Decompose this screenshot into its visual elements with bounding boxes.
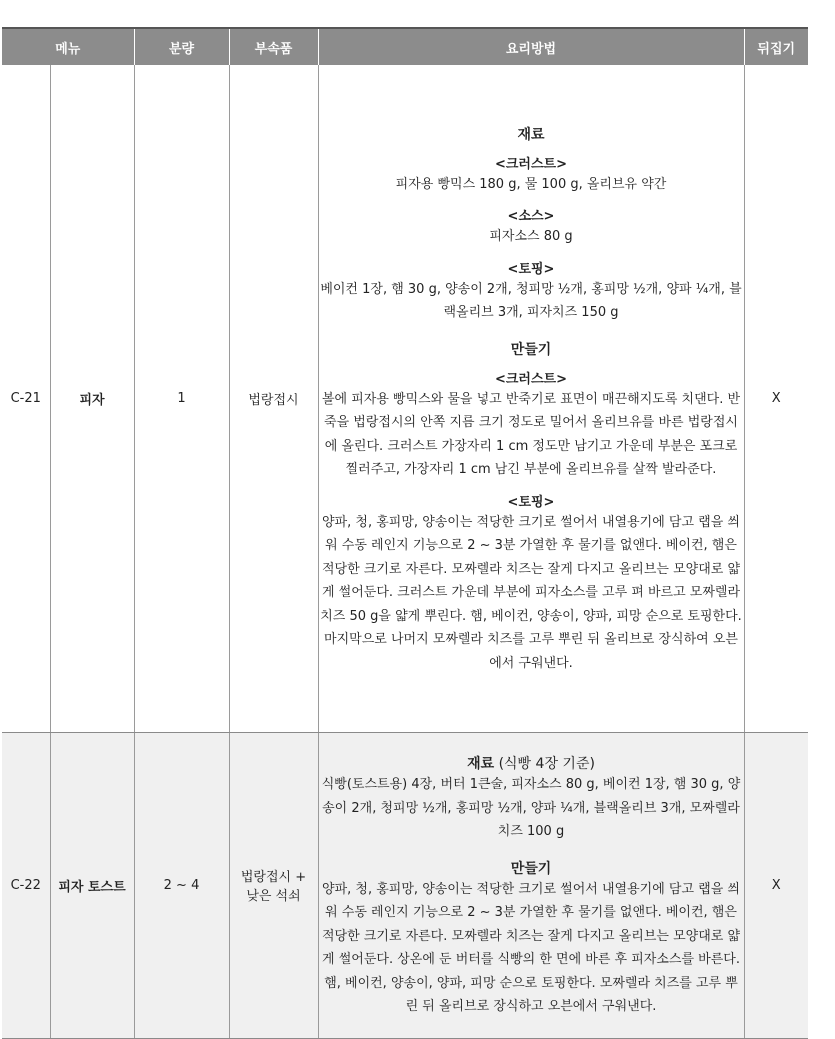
table-row	[2, 732, 808, 1038]
ingredients-title-text: 재료	[467, 756, 495, 773]
crust-steps-label: <크러스트>	[494, 371, 568, 387]
recipe-table	[2, 27, 808, 1039]
ingredients-list: 식빵(토스트용) 4장, 버터 1큰술, 피자소스 80 g, 베이컨 1장, 햄 30 g, 양송이 2개, 청피망 ½개, 홍피망 ½개, 양파 ¼개, 블랙올리브 3개, 모짜렐라 치즈 100 g	[321, 777, 741, 840]
header-quantity: 분량	[134, 28, 229, 65]
topping-label: <토핑>	[507, 261, 555, 277]
sauce-ingredients: 피자소스 80 g	[489, 229, 573, 244]
steps-title: 만들기	[510, 341, 552, 358]
ingredients-note: (식빵 4장 기준)	[494, 756, 595, 773]
accessory-cell	[229, 65, 318, 732]
header-accessory: 부속품	[229, 28, 318, 65]
topping-steps: 양파, 청, 홍피망, 양송이는 적당한 크기로 썰어서 내열용기에 담고 랩을 씌워 수동 레인지 기능으로 2 ~ 3분 가열한 후 물기를 없앤다. 베이컨, 햄은 적당한 크기로 자른다. 모짜렐라 치즈는 잘게 다지고 올리브는 모양대로 얇게 썰어둔다. 크러스트 가운데 부분에 피자소스를 고루 펴 바르고 모짜렐라 치즈 50 g을 얇게 뿌린다. 햄, 베이컨, 양송이, 양파, 피망 순으로 토핑한다. 마지막으로 나머지 모짜렐라 치즈를 고루 뿌린 뒤 올리브로 장식하여 오븐에서 구워낸다.	[320, 514, 742, 671]
menu-name: 피자 토스트	[50, 732, 134, 1038]
table-row	[2, 65, 808, 732]
crust-ingredients: 피자용 빵믹스 180 g, 물 100 g, 올리브유 약간	[395, 176, 667, 192]
menu-code: C-22	[2, 732, 50, 1038]
ingredients-title: 재료	[517, 126, 545, 143]
crust-steps: 볼에 피자용 빵믹스와 물을 넣고 반죽기로 표면이 매끈해지도록 치댄다. 반죽을 법랑접시의 안쪽 지름 크기 정도로 밀어서 올리브유를 바른 법랑접시에 올린다. 크러스트 가장자리 1 cm 정도만 남기고 가운데 부분은 포크로 찔러주고, 가장자리 1 cm 남긴 부분에 올리브유를 살짝 발라준다.	[321, 391, 741, 477]
steps-title: 만들기	[510, 860, 552, 877]
method-cell	[318, 732, 744, 1038]
header-menu: 메뉴	[2, 28, 134, 65]
topping-ingredients: 베이컨 1장, 햄 30 g, 양송이 2개, 청피망 ½개, 홍피망 ½개, 양파 ¼개, 블랙올리브 3개, 피자치즈 150 g	[320, 281, 742, 320]
accessory-line: 법랑접시 +	[240, 870, 307, 885]
flip-cell: X	[744, 732, 808, 1038]
topping-steps-label: <토핑>	[507, 494, 555, 510]
menu-name: 피자	[50, 65, 134, 732]
ingredients-title	[319, 753, 744, 773]
sauce-label: <소스>	[507, 209, 555, 224]
header-flip: 뒤집기	[744, 28, 808, 65]
steps-text: 양파, 청, 홍피망, 양송이는 적당한 크기로 썰어서 내열용기에 담고 랩을 씌워 수동 레인지 기능으로 2 ~ 3분 가열한 후 물기를 없앤다. 베이컨, 햄은 적당한 크기로 자른다. 모짜렐라 치즈는 잘게 다지고 올리브는 모양대로 얇게 썰어둔다. 상온에 둔 버터를 식빵의 한 면에 바른 후 피자소스를 바른다. 햄, 베이컨, 양송이, 양파, 피망 순으로 토핑한다. 모짜렐라 치즈를 고루 뿌린 뒤 올리브로 장식하고 오븐에서 구워낸다.	[321, 881, 741, 1015]
accessory-line: 법랑접시	[248, 392, 299, 408]
quantity-cell: 2 ~ 4	[134, 732, 229, 1038]
method-cell	[318, 65, 744, 732]
crust-label: <크러스트>	[494, 156, 568, 172]
flip-cell: X	[744, 65, 808, 732]
accessory-cell	[229, 732, 318, 1038]
header-method: 요리방법	[318, 28, 744, 65]
quantity-cell: 1	[134, 65, 229, 732]
menu-code: C-21	[2, 65, 50, 732]
table-header-row	[2, 28, 808, 65]
accessory-line: 낮은 석쇠	[246, 889, 301, 904]
